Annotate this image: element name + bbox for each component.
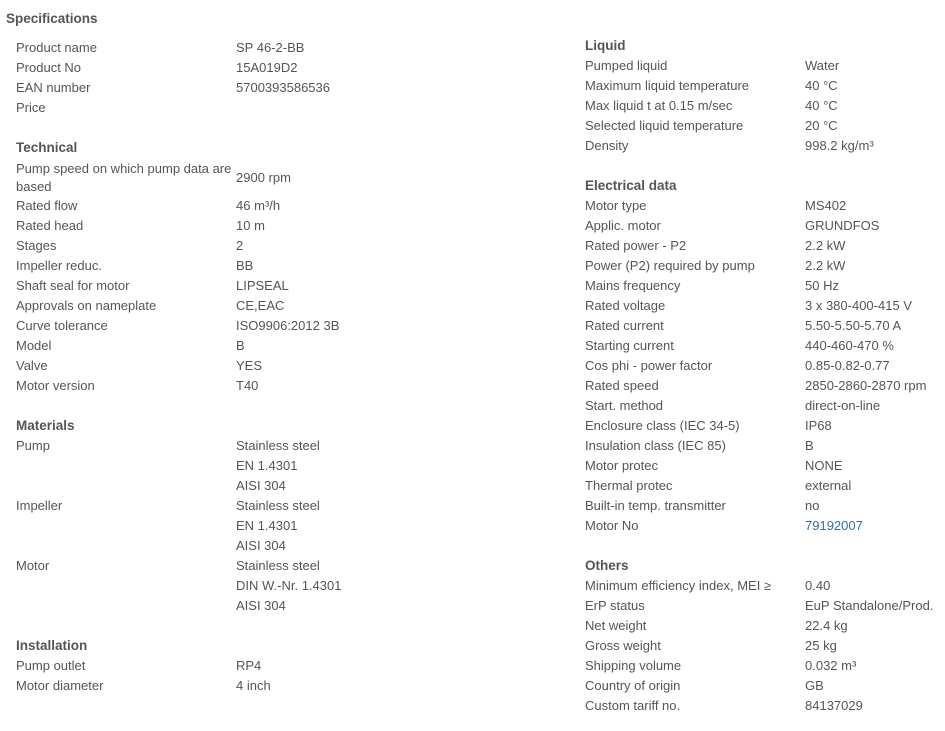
spec-label: Pump outlet: [16, 658, 86, 673]
spec-row-approvals: [16, 296, 284, 316]
spec-row-pump-outlet: [16, 656, 261, 676]
spec-value: ISO9906:2012 3B: [236, 318, 340, 333]
spec-row-stages: [16, 236, 243, 256]
spec-value: DIN W.-Nr. 1.4301: [236, 578, 342, 593]
spec-value: IP68: [805, 418, 832, 433]
section-title-others: Others: [585, 558, 629, 573]
section-title-technical: Technical: [16, 140, 78, 155]
spec-row-motor-version: [16, 376, 258, 396]
spec-row-insulation-class: [585, 436, 814, 456]
spec-label: Motor type: [585, 198, 647, 213]
spec-value: Stainless steel: [236, 558, 320, 573]
spec-label: Mains frequency: [585, 278, 681, 293]
spec-value: MS402: [805, 198, 847, 213]
spec-row-rated-power: [585, 236, 845, 256]
spec-label: Product No: [16, 60, 82, 75]
spec-row-mains-frequency: [585, 276, 839, 296]
spec-row-motor-type: [585, 196, 846, 216]
spec-row-rated-head: [16, 216, 265, 236]
spec-row-cos-phi: [585, 356, 890, 376]
spec-row-motor-diameter: [16, 676, 271, 696]
spec-value: EN 1.4301: [236, 518, 298, 533]
spec-row-gross-weight: [585, 636, 837, 656]
spec-value: 40 °C: [805, 78, 838, 93]
spec-row-pumped-liquid: [585, 56, 839, 76]
spec-value: GB: [805, 678, 824, 693]
spec-value: 2850-2860-2870 rpm: [805, 378, 927, 393]
spec-value: GRUNDFOS: [805, 218, 880, 233]
spec-value: AISI 304: [236, 538, 286, 553]
spec-row-custom-tariff: [585, 696, 863, 716]
spec-value: AISI 304: [236, 478, 286, 493]
spec-row-rated-speed: [585, 376, 926, 396]
spec-label: Minimum efficiency index, MEI ≥: [585, 578, 772, 593]
spec-row-shaft-seal: [16, 276, 289, 296]
spec-value: Water: [805, 58, 840, 73]
spec-label: Curve tolerance: [16, 318, 108, 333]
spec-value: 2: [236, 238, 244, 253]
spec-value: AISI 304: [236, 598, 286, 613]
spec-row-starting-current: [585, 336, 894, 356]
section-title-installation: Installation: [16, 638, 88, 653]
spec-label: Motor: [16, 558, 50, 573]
spec-label: Shaft seal for motor: [16, 278, 130, 293]
spec-value: 84137029: [805, 698, 863, 713]
spec-row-temp-transmitter: [585, 496, 819, 516]
spec-row-max-liquid-temp: [585, 76, 838, 96]
spec-value: Stainless steel: [236, 438, 320, 453]
spec-row-motor-protec: [585, 456, 843, 476]
spec-row-material-impeller: [16, 496, 320, 556]
spec-label: Impeller: [16, 498, 63, 513]
spec-row-applic-motor: [585, 216, 879, 236]
spec-label: Product name: [16, 40, 97, 55]
spec-label: Model: [16, 338, 52, 353]
spec-label: Country of origin: [585, 678, 681, 693]
spec-row-pump-speed: [16, 158, 291, 198]
spec-label: Rated voltage: [585, 298, 666, 313]
spec-label: Approvals on nameplate: [16, 298, 157, 313]
spec-label: Maximum liquid temperature: [585, 78, 750, 93]
spec-row-net-weight: [585, 616, 848, 636]
spec-row-power-required: [585, 256, 845, 276]
spec-label: Net weight: [585, 618, 647, 633]
spec-value: T40: [236, 378, 259, 393]
spec-value-stack: [236, 556, 341, 616]
spec-value: 15A019D2: [236, 60, 298, 75]
spec-label: Power (P2) required by pump: [585, 258, 755, 273]
spec-value: 0.85-0.82-0.77: [805, 358, 890, 373]
spec-label: Price: [16, 100, 46, 115]
spec-row-density: [585, 136, 874, 156]
spec-label: Density: [585, 138, 629, 153]
spec-row-rated-flow: [16, 196, 280, 216]
spec-value: 50 Hz: [805, 278, 839, 293]
section-title-liquid: Liquid: [585, 38, 626, 53]
spec-label: Selected liquid temperature: [585, 118, 744, 133]
spec-value: 4 inch: [236, 678, 271, 693]
spec-value: no: [805, 498, 820, 513]
spec-label: Cos phi - power factor: [585, 358, 713, 373]
spec-label: Thermal protec: [585, 478, 673, 493]
spec-value: BB: [236, 258, 254, 273]
spec-value: 440-460-470 %: [805, 338, 894, 353]
spec-value: CE,EAC: [236, 298, 285, 313]
spec-row-price: [16, 98, 236, 118]
spec-value: 5.50-5.50-5.70 A: [805, 318, 902, 333]
spec-row-start-method: [585, 396, 880, 416]
spec-label: Pumped liquid: [585, 58, 668, 73]
spec-label: Applic. motor: [585, 218, 661, 233]
spec-label: Stages: [16, 238, 57, 253]
spec-label: Rated flow: [16, 198, 78, 213]
spec-label: Custom tariff no.: [585, 698, 681, 713]
spec-row-enclosure-class: [585, 416, 832, 436]
spec-value: EuP Standalone/Prod.: [805, 598, 934, 613]
spec-row-country-of-origin: [585, 676, 824, 696]
spec-row-material-motor: [16, 556, 341, 616]
spec-row-rated-current: [585, 316, 901, 336]
spec-row-mei: [585, 576, 830, 596]
spec-label: Rated speed: [585, 378, 659, 393]
spec-value: 5700393586536: [236, 80, 330, 95]
spec-label: Rated head: [16, 218, 84, 233]
spec-label: Motor diameter: [16, 678, 104, 693]
spec-row-rated-voltage: [585, 296, 912, 316]
spec-label: Start. method: [585, 398, 664, 413]
spec-value: 998.2 kg/m³: [805, 138, 874, 153]
spec-row-product-no: [16, 58, 297, 78]
spec-value: 0.032 m³: [805, 658, 857, 673]
spec-value-stack: [236, 496, 320, 556]
spec-value: Stainless steel: [236, 498, 320, 513]
spec-label: Valve: [16, 358, 48, 373]
spec-label: Motor No: [585, 518, 639, 533]
spec-label: Insulation class (IEC 85): [585, 438, 726, 453]
spec-value: NONE: [805, 458, 843, 473]
spec-value: 10 m: [236, 218, 265, 233]
spec-value: YES: [236, 358, 263, 373]
spec-label: Enclosure class (IEC 34-5): [585, 418, 740, 433]
spec-label: Gross weight: [585, 638, 661, 653]
spec-value: EN 1.4301: [236, 458, 298, 473]
spec-row-thermal-protec: [585, 476, 851, 496]
section-title-materials: Materials: [16, 418, 75, 433]
spec-value: 0.40: [805, 578, 831, 593]
spec-row-model: [16, 336, 245, 356]
spec-row-valve: [16, 356, 262, 376]
spec-label: Max liquid t at 0.15 m/sec: [585, 98, 733, 113]
spec-value: B: [805, 438, 814, 453]
spec-value: B: [236, 338, 245, 353]
spec-row-ean: [16, 78, 330, 98]
spec-row-product-name: [16, 38, 304, 58]
spec-label: EAN number: [16, 80, 91, 95]
spec-label: Pump: [16, 438, 50, 453]
page-title: Specifications: [6, 11, 98, 26]
spec-value: 25 kg: [805, 638, 837, 653]
spec-label: Rated power - P2: [585, 238, 687, 253]
spec-value-stack: [236, 436, 320, 496]
spec-value: 22.4 kg: [805, 618, 848, 633]
spec-label: Pump speed on which pump data are based: [16, 161, 232, 194]
spec-value: 2.2 kW: [805, 238, 846, 253]
spec-row-selected-liquid-temp: [585, 116, 838, 136]
spec-row-erp-status: [585, 596, 933, 616]
spec-row-material-pump: [16, 436, 320, 496]
spec-label: Rated current: [585, 318, 664, 333]
spec-row-shipping-volume: [585, 656, 856, 676]
spec-value: 2900 rpm: [236, 170, 291, 185]
spec-label: Impeller reduc.: [16, 258, 102, 273]
spec-row-impeller-reduc: [16, 256, 253, 276]
spec-value: LIPSEAL: [236, 278, 289, 293]
spec-value: RP4: [236, 658, 262, 673]
spec-value: 3 x 380-400-415 V: [805, 298, 912, 313]
spec-row-curve-tolerance: [16, 316, 339, 336]
spec-value: 40 °C: [805, 98, 838, 113]
spec-row-motor-no: [585, 516, 863, 536]
motor-no-link[interactable]: 79192007: [805, 518, 863, 533]
spec-label: ErP status: [585, 598, 645, 613]
spec-row-max-liquid-t-flow: [585, 96, 838, 116]
spec-label: Motor version: [16, 378, 95, 393]
spec-label: Starting current: [585, 338, 674, 353]
spec-value: external: [805, 478, 852, 493]
spec-value: 2.2 kW: [805, 258, 846, 273]
spec-value: 20 °C: [805, 118, 838, 133]
spec-value: direct-on-line: [805, 398, 881, 413]
spec-label: Shipping volume: [585, 658, 682, 673]
spec-label: Built-in temp. transmitter: [585, 498, 726, 513]
spec-value: SP 46-2-BB: [236, 40, 305, 55]
section-title-electrical: Electrical data: [585, 178, 677, 193]
spec-value: 46 m³/h: [236, 198, 281, 213]
spec-label: Motor protec: [585, 458, 658, 473]
